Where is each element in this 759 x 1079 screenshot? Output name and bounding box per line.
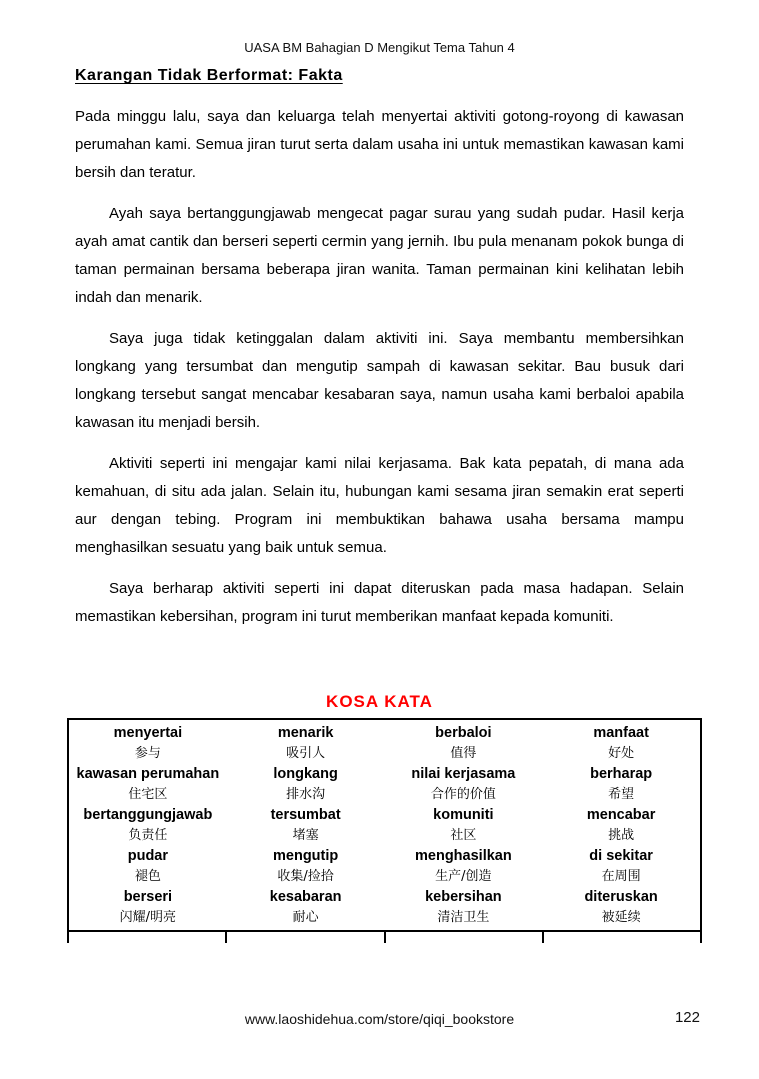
table-cutoff-cell	[544, 932, 700, 943]
page-number: 122	[674, 1009, 700, 1026]
essay-title: Karangan Tidak Berformat: Fakta	[75, 67, 343, 84]
vocab-cell	[385, 764, 543, 805]
vocab-word-chinese: 挑战	[608, 828, 635, 843]
vocab-word-malay: longkang	[273, 766, 338, 782]
vocab-cell	[542, 764, 700, 805]
vocab-word-chinese: 收集/捡拾	[277, 869, 334, 884]
vocab-word-malay: tersumbat	[270, 807, 341, 823]
vocab-cell	[69, 723, 227, 764]
vocab-cell	[227, 846, 385, 887]
essay-paragraph: Saya berharap aktiviti seperti ini dapat diteruskan pada masa hadapan. Selain memastikan kebersihan, program ini turut memberikan manfaat kepada komuniti.	[75, 580, 684, 625]
essay-paragraph: Pada minggu lalu, saya dan keluarga telah menyertai aktiviti gotong-royong di kawasan perumahan kami. Semua jiran turut serta dalam usaha ini untuk memastikan kawasan kami bersih dan teratur.	[75, 108, 684, 181]
page-header: UASA BM Bahagian D Mengikut Tema Tahun 4	[244, 40, 515, 55]
vocab-word-chinese: 好处	[608, 746, 635, 761]
vocab-word-chinese: 耐心	[292, 910, 319, 925]
vocab-word-malay: diteruskan	[584, 889, 658, 905]
vocab-heading: KOSA KATA	[326, 692, 433, 711]
vocab-word-malay: bertanggungjawab	[83, 807, 213, 823]
vocab-cell	[542, 805, 700, 846]
vocab-word-malay: manfaat	[593, 725, 649, 741]
vocab-word-malay: kebersihan	[425, 889, 502, 905]
vocab-cell	[69, 887, 227, 928]
vocab-word-malay: di sekitar	[589, 848, 653, 864]
table-cutoff-cell	[227, 932, 385, 943]
vocab-cell	[69, 846, 227, 887]
vocab-cell	[542, 846, 700, 887]
vocab-word-chinese: 生产/创造	[435, 869, 492, 884]
vocab-table	[67, 718, 702, 943]
vocab-cell	[385, 846, 543, 887]
essay-paragraph: Aktiviti seperti ini mengajar kami nilai kerjasama. Bak kata pepatah, di mana ada kemahuan, di situ ada jalan. Selain itu, hubungan kami sesama jiran semakin erat seperti aur dengan tebing. Program ini membuktikan bahawa usaha bersama mampu menghasilkan sesuatu yang baik untuk semua.	[75, 455, 684, 556]
vocab-word-chinese: 负责任	[128, 828, 168, 843]
vocab-word-malay: menghasilkan	[415, 848, 512, 864]
vocab-word-malay: kesabaran	[269, 889, 342, 905]
vocab-word-chinese: 堵塞	[292, 828, 319, 843]
vocab-cell	[227, 764, 385, 805]
vocab-word-chinese: 参与	[134, 746, 161, 761]
vocab-word-chinese: 社区	[450, 828, 477, 843]
vocab-word-malay: berbaloi	[435, 725, 492, 741]
vocab-cell	[69, 764, 227, 805]
footer-url: www.laoshidehua.com/store/qiqi_bookstore	[244, 1011, 515, 1027]
vocab-word-chinese: 褪色	[134, 869, 161, 884]
essay-paragraph: Saya juga tidak ketinggalan dalam aktiviti ini. Saya membantu membersihkan longkang yang tersumbat dan mengutip sampah di kawasan sekitar. Bau busuk dari longkang tersebut sangat mencabar kesabaran saya, namun usaha kami berbaloi apabila kawasan itu menjadi bersih.	[75, 330, 684, 431]
vocab-word-chinese: 在周围	[601, 869, 641, 884]
table-cutoff-cell	[69, 932, 227, 943]
vocab-word-chinese: 吸引人	[286, 746, 326, 761]
vocab-word-malay: nilai kerjasama	[411, 766, 516, 782]
vocab-cell	[385, 887, 543, 928]
essay-paragraph: Ayah saya bertanggungjawab mengecat pagar surau yang sudah pudar. Hasil kerja ayah amat cantik dan berseri seperti cermin yang jernih. Ibu pula menanam pokok bunga di taman permainan bersama beberapa jiran wanita. Taman permainan kini kelihatan lebih indah dan menarik.	[75, 205, 684, 306]
vocab-cell	[69, 805, 227, 846]
vocab-word-malay: berharap	[590, 766, 653, 782]
vocab-word-malay: kawasan perumahan	[76, 766, 220, 782]
vocab-cell	[227, 723, 385, 764]
table-cutoff-row	[69, 932, 700, 943]
table-cutoff-cell	[386, 932, 544, 943]
vocab-word-chinese: 合作的价值	[430, 787, 496, 802]
vocab-word-malay: pudar	[127, 848, 169, 864]
vocab-cell	[385, 723, 543, 764]
vocab-cell	[542, 723, 700, 764]
vocab-word-chinese: 希望	[608, 787, 635, 802]
vocab-word-chinese: 排水沟	[286, 787, 326, 802]
vocab-cell	[227, 887, 385, 928]
vocab-word-malay: komuniti	[433, 807, 494, 823]
vocab-word-chinese: 闪耀/明亮	[119, 910, 177, 925]
vocab-word-chinese: 被延续	[601, 910, 641, 925]
vocab-cell	[227, 805, 385, 846]
vocab-word-malay: mencabar	[586, 807, 656, 823]
kosa-table-grid	[69, 720, 700, 932]
essay-body	[75, 103, 684, 644]
vocab-word-malay: menarik	[277, 725, 334, 741]
vocab-word-chinese: 清洁卫生	[437, 910, 490, 925]
vocab-word-malay: mengutip	[273, 848, 339, 864]
vocab-word-malay: berseri	[123, 889, 173, 905]
vocab-word-chinese: 值得	[450, 746, 477, 761]
vocab-word-chinese: 住宅区	[128, 787, 168, 802]
vocab-cell	[542, 887, 700, 928]
vocab-cell	[385, 805, 543, 846]
vocab-word-malay: menyertai	[113, 725, 183, 741]
